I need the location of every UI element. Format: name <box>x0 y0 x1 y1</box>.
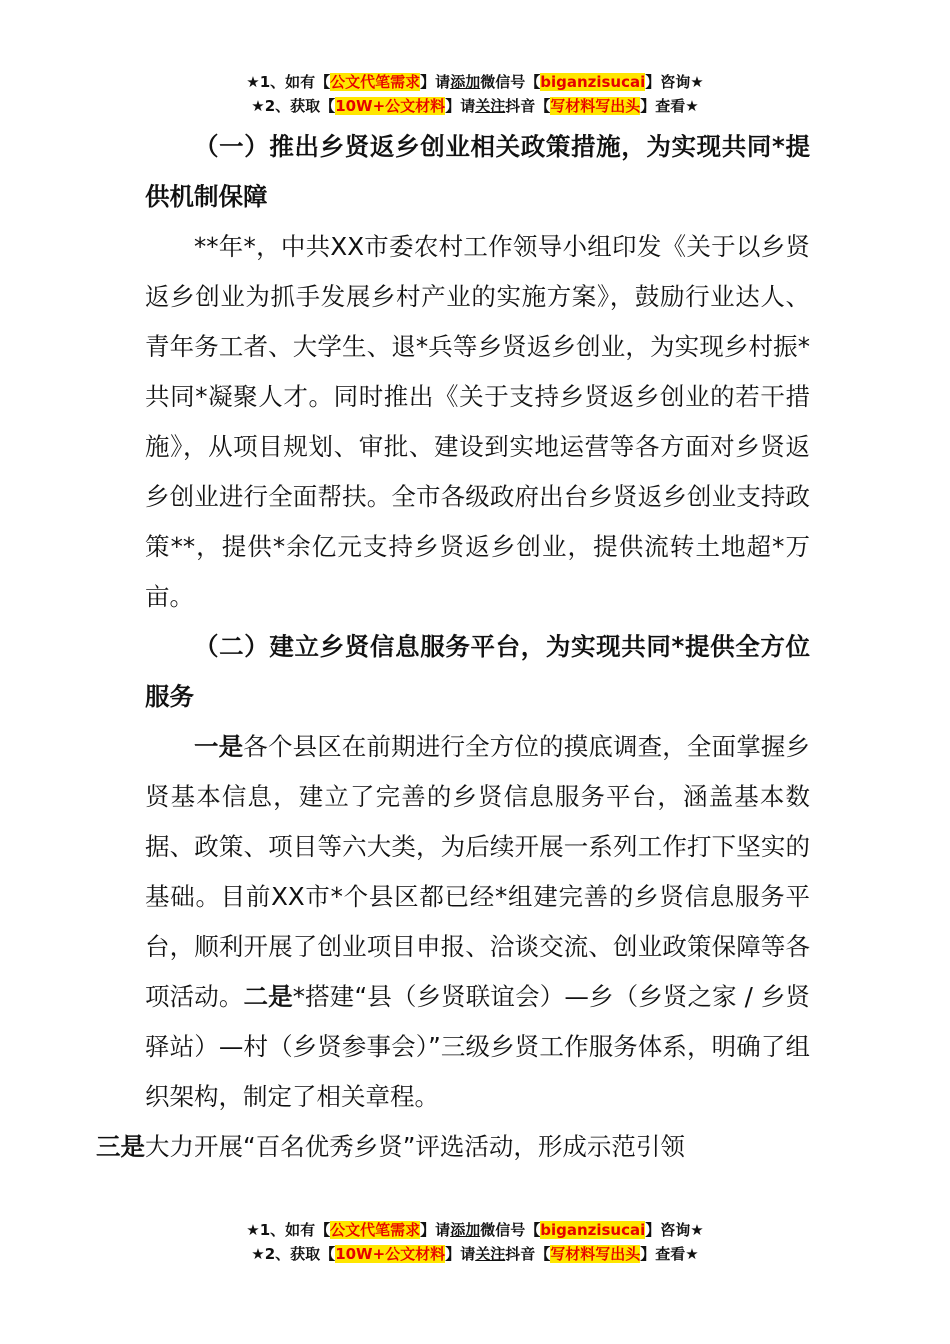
footer-banner <box>0 1218 950 1266</box>
banner-line-2: ★2、获取【10W+公文材料】请关注抖音【写材料写出头】查看★ <box>251 97 699 115</box>
header-banner <box>0 70 950 118</box>
banner-highlight: 写材料写出头 <box>550 97 641 115</box>
paragraph-2: 一是各个县区在前期进行全方位的摸底调查，全面掌握乡贤基本信息，建立了完善的乡贤信息服务平台，涵盖基本数据、政策、项目等六大类，为后续开展一系列工作打下坚实的基础。目前XX市*个县区都已经*组建完善的乡贤信息服务平台，顺利开展了创业项目申报、洽谈交流、创业政策保障等各项活动。二是*搭建“县（乡贤联谊会）—乡（乡贤之家 / 乡贤驿站）—村（乡贤参事会）”三级乡贤工作服务体系，明确了组织架构，制定了相关章程。 三是大力开展“百名优秀乡贤”评选活动，形成示范引领 <box>96 732 811 1161</box>
banner-highlight: 公文代笔需求 <box>330 1221 421 1239</box>
bold-lead-1: 一是 <box>194 732 244 761</box>
section-heading-1: （一）推出乡贤返乡创业相关政策措施，为实现共同*提供机制保障 <box>145 132 810 211</box>
banner-line-2: ★2、获取【10W+公文材料】请关注抖音【写材料写出头】查看★ <box>251 1245 699 1263</box>
document-body <box>96 122 811 1172</box>
bold-lead-3: 三是 <box>96 1132 145 1161</box>
paragraph-1: **年*，中共XX市委农村工作领导小组印发《关于以乡贤返乡创业为抓手发展乡村产业的实施方案》，鼓励行业达人、青年务工者、大学生、退*兵等乡贤返乡创业，为实现乡村振*共同*凝聚人才。同时推出《关于支持乡贤返乡创业的若干措施》，从项目规划、审批、建设到实地运营等各方面对乡贤返乡创业进行全面帮扶。全市各级政府出台乡贤返乡创业支持政策**，提供*余亿元支持乡贤返乡创业，提供流转土地超*万亩。 <box>145 232 810 611</box>
banner-line-1: ★1、如有【公文代笔需求】请添加微信号【biganzisucai】咨询★ <box>246 73 704 91</box>
bold-lead-2: 二是 <box>243 982 293 1011</box>
banner-highlight: 公文代笔需求 <box>330 73 421 91</box>
banner-highlight: 10W+公文材料 <box>335 1245 446 1263</box>
section-heading-2: （二）建立乡贤信息服务平台，为实现共同*提供全方位服务 <box>145 632 810 711</box>
banner-highlight: biganzisucai <box>540 73 646 91</box>
banner-highlight: 写材料写出头 <box>550 1245 641 1263</box>
banner-line-1: ★1、如有【公文代笔需求】请添加微信号【biganzisucai】咨询★ <box>246 1221 704 1239</box>
banner-highlight: biganzisucai <box>540 1221 646 1239</box>
banner-highlight: 10W+公文材料 <box>335 97 446 115</box>
